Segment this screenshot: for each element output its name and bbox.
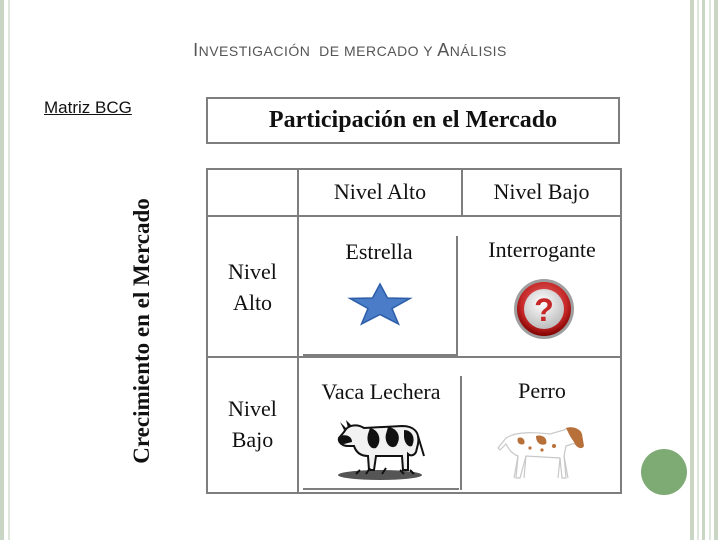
grid-bottom-border xyxy=(206,492,622,494)
y-axis-label: Crecimiento en el Mercado xyxy=(129,198,154,464)
grid-right-border xyxy=(620,168,622,494)
row-header-low-line2: Bajo xyxy=(231,427,274,452)
slide-title-part1: I xyxy=(193,40,199,60)
grid-row-header-separator xyxy=(297,168,299,494)
quadrant-inner-line xyxy=(456,236,458,356)
x-axis-label: Participación en el Mercado xyxy=(268,107,558,133)
row-header-low-line1: Nivel xyxy=(228,396,277,421)
slide-frame-right-stripe xyxy=(714,0,718,540)
grid-header-separator xyxy=(206,215,622,217)
slide-frame-right-stripe xyxy=(709,0,711,540)
y-axis-label-wrap xyxy=(122,170,162,492)
decorative-circle xyxy=(641,449,687,495)
quadrant-label-dog: Perro xyxy=(518,378,566,403)
quadrant-inner-line xyxy=(460,376,462,490)
quadrant-inner-line xyxy=(303,354,457,356)
star-icon xyxy=(346,282,414,326)
slide-title-part3: A xyxy=(437,40,450,60)
svg-text:?: ? xyxy=(534,292,554,328)
cow-icon xyxy=(330,412,426,482)
slide-title-part2: NVESTIGACIÓN DE MERCADO Y xyxy=(198,43,438,59)
grid-row-separator xyxy=(206,356,622,358)
column-header-low: Nivel Bajo xyxy=(493,179,590,204)
quadrant-label-star: Estrella xyxy=(345,239,413,264)
dog-icon xyxy=(496,416,590,484)
row-header-high-line2: Alto xyxy=(232,290,273,315)
x-axis-label-box xyxy=(206,97,620,144)
slide-frame-right-stripe xyxy=(697,0,699,540)
grid-top-border xyxy=(206,168,622,170)
slide-frame-left-inner xyxy=(8,0,10,540)
matrix-subtitle: Matriz BCG xyxy=(44,98,132,117)
slide-frame-left-outer xyxy=(0,0,4,540)
quadrant-inner-line xyxy=(303,488,459,490)
quadrant-label-question: Interrogante xyxy=(488,237,596,262)
slide-title-part4: NÁLISIS xyxy=(449,43,507,59)
slide-frame-right-stripe xyxy=(690,0,694,540)
slide-title xyxy=(0,40,700,61)
quadrant-label-cash-cow: Vaca Lechera xyxy=(321,379,441,404)
question-mark-icon xyxy=(512,278,576,340)
row-header-low xyxy=(208,393,297,455)
column-header-high: Nivel Alto xyxy=(333,179,427,204)
row-header-high-line1: Nivel xyxy=(228,259,277,284)
slide-frame-right-stripe xyxy=(702,0,705,540)
row-header-high xyxy=(208,256,297,318)
